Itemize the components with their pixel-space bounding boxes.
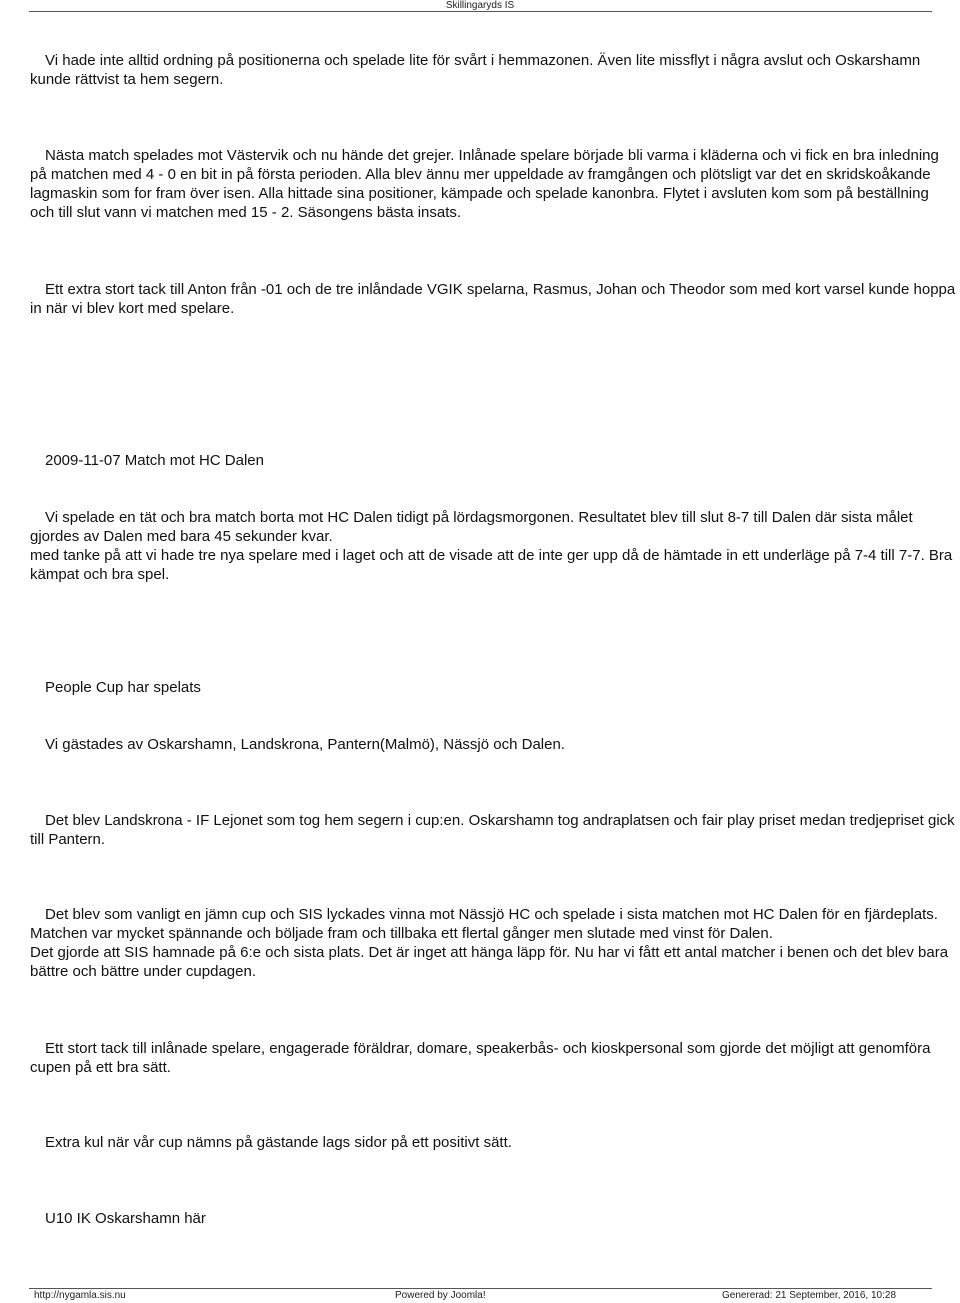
paragraph-thanks-anton	[30, 280, 956, 318]
header-divider	[29, 11, 932, 12]
paragraph-text: Vi hade inte alltid ordning på positionerna och spelade lite för svårt i hemmazonen. Även lite missflyt i några avslut och Oskarshamn kunde rättvist ta hem segern.	[30, 52, 921, 88]
paragraph-hc-dalen-continued	[30, 546, 956, 584]
paragraph-thanks-helpers	[30, 1039, 956, 1077]
footer-generated: Genererad: 21 September, 2016, 10:28	[722, 1290, 897, 1301]
paragraph-text: Vi spelade en tät och bra match borta mot HC Dalen tidigt på lördagsmorgonen. Resultatet blev till slut 8-7 till Dalen där sista målet gjordes av Dalen med bara 45 sekunder kvar.	[30, 509, 913, 545]
paragraph-extra-fun	[30, 1133, 956, 1152]
site-title: Skillingaryds IS	[445, 0, 515, 11]
match-heading-hc-dalen	[30, 451, 956, 470]
paragraph-cup-winners	[30, 811, 956, 849]
paragraph-text: 2009-11-07 Match mot HC Dalen	[45, 452, 264, 469]
paragraph-text: Ett extra stort tack till Anton från -01 och de tre inlåndade VGIK spelarna, Rasmus, Johan och Theodor som med kort varsel kunde hoppa in när vi blev kort med spelare.	[30, 281, 956, 317]
paragraph-u10-link	[30, 1209, 956, 1228]
heading-people-cup	[30, 678, 956, 697]
paragraph-hc-dalen-match	[30, 508, 956, 546]
paragraph-cup-results	[30, 905, 956, 943]
paragraph-cup-results-continued	[30, 943, 956, 981]
paragraph-text: Ett stort tack till inlånade spelare, engagerade föräldrar, domare, speakerbås- och kioskpersonal som gjorde det möjligt att genomföra cupen på ett bra sätt.	[30, 1040, 931, 1076]
paragraph-text: People Cup har spelats	[45, 679, 201, 696]
footer-powered-by: Powered by Joomla!	[395, 1290, 486, 1301]
paragraph-text: med tanke på att vi hade tre nya spelare med i laget och att de visade att de inte ger upp då de hämtade in ett underläge på 7-4 till 7-7. Bra kämpat och bra spel.	[30, 547, 953, 583]
paragraph-guest-teams	[30, 735, 956, 754]
paragraph-text: Det gjorde att SIS hamnade på 6:e och sista plats. Det är inget att hänga läpp för. Nu har vi fått ett antal matcher i benen och det blev bara bättre och bättre under cupdagen.	[30, 944, 949, 980]
paragraph-text: Extra kul när vår cup nämns på gästande lags sidor på ett positivt sätt.	[45, 1134, 512, 1151]
footer-url[interactable]: http://nygamla.sis.nu	[34, 1290, 126, 1301]
footer-divider	[29, 1288, 932, 1289]
paragraph-text: Nästa match spelades mot Västervik och nu hände det grejer. Inlånade spelare började bli varma i kläderna och vi fick en bra inledning på matchen med 4 - 0 en bit in på första perioden. Alla blev ännu mer uppeldade av framgången och plötsligt var det en skridskoåkande lagmaskin som for fram över isen. Alla hittade sina positioner, kämpade och spelade kanonbra. Flytet i avsluten kom som på beställning och till slut vann vi matchen med 15 - 2. Säsongens bästa insats.	[30, 147, 939, 221]
paragraph-text: Vi gästades av Oskarshamn, Landskrona, Pantern(Malmö), Nässjö och Dalen.	[45, 736, 565, 753]
paragraph-text: U10 IK Oskarshamn här	[45, 1210, 206, 1227]
paragraph-text: Det blev som vanligt en jämn cup och SIS lyckades vinna mot Nässjö HC och spelade i sista matchen mot HC Dalen för en fjärdeplats. Matchen var mycket spännande och böljade fram och tillbaka ett flertal gånger men slutade med vinst för Dalen.	[30, 906, 938, 942]
paragraph-text: Det blev Landskrona - IF Lejonet som tog hem segern i cup:en. Oskarshamn tog andraplatsen och fair play priset medan tredjepriset gick till Pantern.	[30, 812, 955, 848]
paragraph-vastervik-match	[30, 146, 956, 222]
paragraph-game-summary	[30, 51, 956, 89]
